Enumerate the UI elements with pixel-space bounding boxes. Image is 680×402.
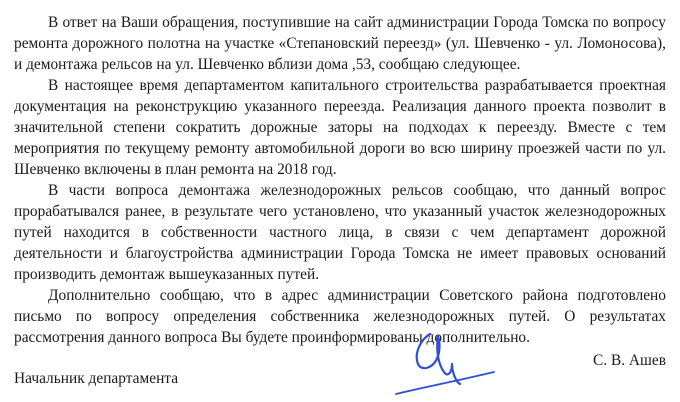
paragraph-4: Дополнительно сообщаю, что в адрес администрации Советского района подготовлено письмо по вопросу определения собственника железнодорожных путей. О результатах рассмотрения данного вопроса Вы будете проинформированы дополнительно. <box>14 287 666 346</box>
paragraph-3: В части вопроса демонтажа железнодорожных рельсов сообщаю, что данный вопрос прорабатывался ранее, в результате чего установлено, что указанный участок железнодорожных путей находится в собственности частного лица, в связи с чем департамент дорожной деятельности и благоустройства администрации Города Томска не имеет правовых оснований производить демонтаж вышеуказанных путей. <box>14 182 666 283</box>
paragraph-1: В ответ на Ваши обращения, поступившие на сайт администрации Города Томска по вопросу ремонта дорожного полотна на участке «Степановский переезд» (ул. Шевченко - ул. Ломоносова), и демонтажа рельсов на ул. Шевченко вблизи дома ,53, сообщаю следующее. <box>14 14 666 73</box>
letter-body <box>14 12 666 348</box>
signer-name: С. В. Ашев <box>593 352 666 369</box>
signature-block <box>14 352 666 402</box>
paragraph-2: В настоящее время департаментом капитального строительства разрабатывается проектная документация на реконструкцию указанного переезда. Реализация данного проекта позволит в значительной степени сократить дорожные заторы на подходах к переезду. Вместе с тем мероприятия по текущему ремонту автомобильной дороги во всю ширину проезжей части по ул. Шевченко включены в план ремонта на 2018 год. <box>14 77 666 178</box>
position-title: Начальник департамента <box>14 370 179 387</box>
